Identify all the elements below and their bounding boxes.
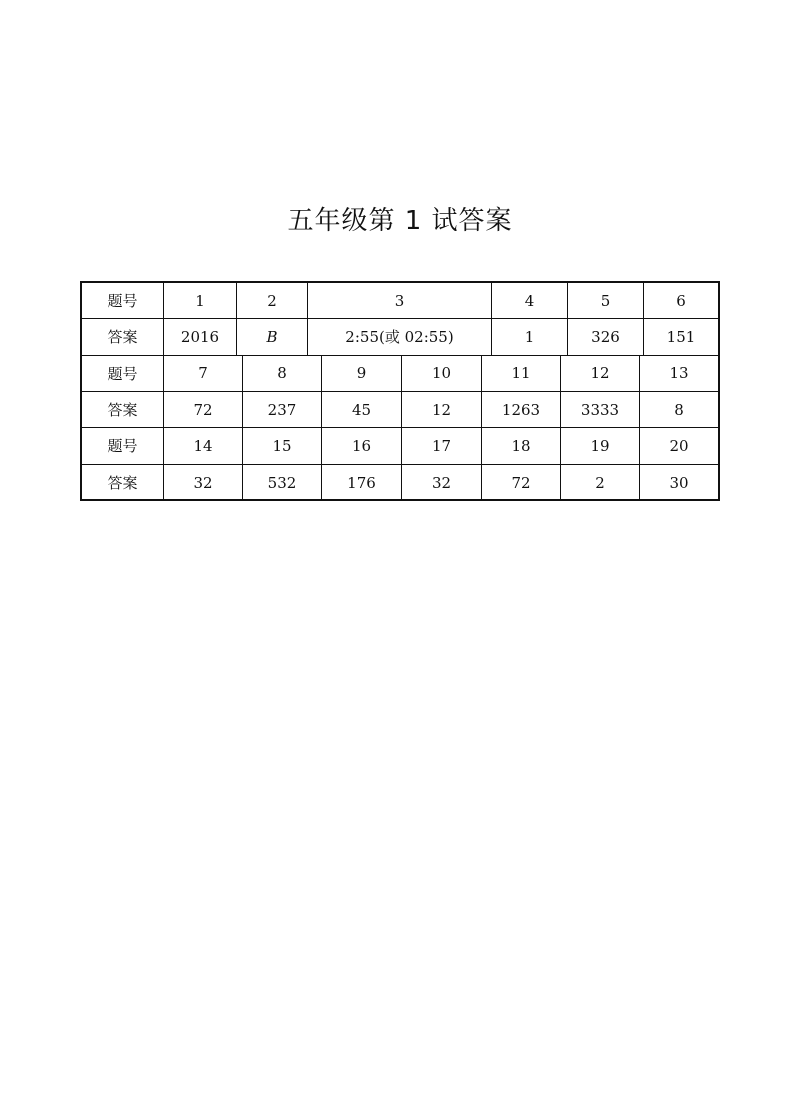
answer-label-cell: 答案 bbox=[107, 474, 138, 493]
question-number-cell: 1 bbox=[163, 283, 236, 318]
question-label-cell: 题号 bbox=[107, 292, 138, 311]
question-number-cell: 18 bbox=[481, 428, 560, 463]
table-row-questions-2 bbox=[82, 356, 718, 392]
page-title: 五年级第 1 试答案 bbox=[287, 206, 513, 236]
question-number-cell: 4 bbox=[491, 283, 567, 318]
answer-table bbox=[80, 281, 720, 501]
question-label-cell: 题号 bbox=[107, 437, 138, 456]
table-row-questions-1 bbox=[82, 283, 718, 319]
question-number-cell: 3 bbox=[307, 283, 491, 318]
question-number-cell: 13 bbox=[639, 356, 718, 391]
question-label-cell: 题号 bbox=[107, 364, 138, 383]
question-number-cell: 7 bbox=[163, 356, 242, 391]
answer-cell: 326 bbox=[567, 319, 643, 354]
question-number-cell: 6 bbox=[643, 283, 718, 318]
answer-cell: 151 bbox=[643, 319, 718, 354]
answer-cell: 176 bbox=[321, 465, 401, 501]
answer-cell: 45 bbox=[321, 392, 401, 427]
answer-cell: 30 bbox=[639, 465, 718, 501]
answer-cell: 72 bbox=[481, 465, 560, 501]
answer-cell: 72 bbox=[163, 392, 242, 427]
answer-cell: 1263 bbox=[481, 392, 560, 427]
answer-cell: 2:55(或 02:55) bbox=[307, 319, 491, 354]
question-number-cell: 14 bbox=[163, 428, 242, 463]
table-row-questions-3 bbox=[82, 428, 718, 464]
answer-cell: 32 bbox=[401, 465, 481, 501]
question-number-cell: 9 bbox=[321, 356, 401, 391]
question-number-cell: 8 bbox=[242, 356, 321, 391]
answer-cell: 32 bbox=[163, 465, 242, 501]
question-number-cell: 20 bbox=[639, 428, 718, 463]
answer-label-cell: 答案 bbox=[107, 401, 138, 420]
question-number-cell: 12 bbox=[560, 356, 639, 391]
answer-label-cell: 答案 bbox=[107, 328, 138, 347]
answer-cell: 3333 bbox=[560, 392, 639, 427]
question-number-cell: 5 bbox=[567, 283, 643, 318]
table-row-answers-1 bbox=[82, 319, 718, 355]
question-number-cell: 2 bbox=[236, 283, 307, 318]
question-number-cell: 17 bbox=[401, 428, 481, 463]
question-number-cell: 16 bbox=[321, 428, 401, 463]
answer-cell: 532 bbox=[242, 465, 321, 501]
answer-cell: 1 bbox=[491, 319, 567, 354]
question-number-cell: 19 bbox=[560, 428, 639, 463]
answer-cell: 2016 bbox=[163, 319, 236, 354]
question-number-cell: 15 bbox=[242, 428, 321, 463]
table-row-answers-2 bbox=[82, 392, 718, 428]
answer-cell: 12 bbox=[401, 392, 481, 427]
question-number-cell: 10 bbox=[401, 356, 481, 391]
answer-cell: B bbox=[236, 319, 307, 354]
question-number-cell: 11 bbox=[481, 356, 560, 391]
answer-cell: 8 bbox=[639, 392, 718, 427]
answer-cell: 237 bbox=[242, 392, 321, 427]
table-row-answers-3 bbox=[82, 465, 718, 501]
answer-cell: 2 bbox=[560, 465, 639, 501]
